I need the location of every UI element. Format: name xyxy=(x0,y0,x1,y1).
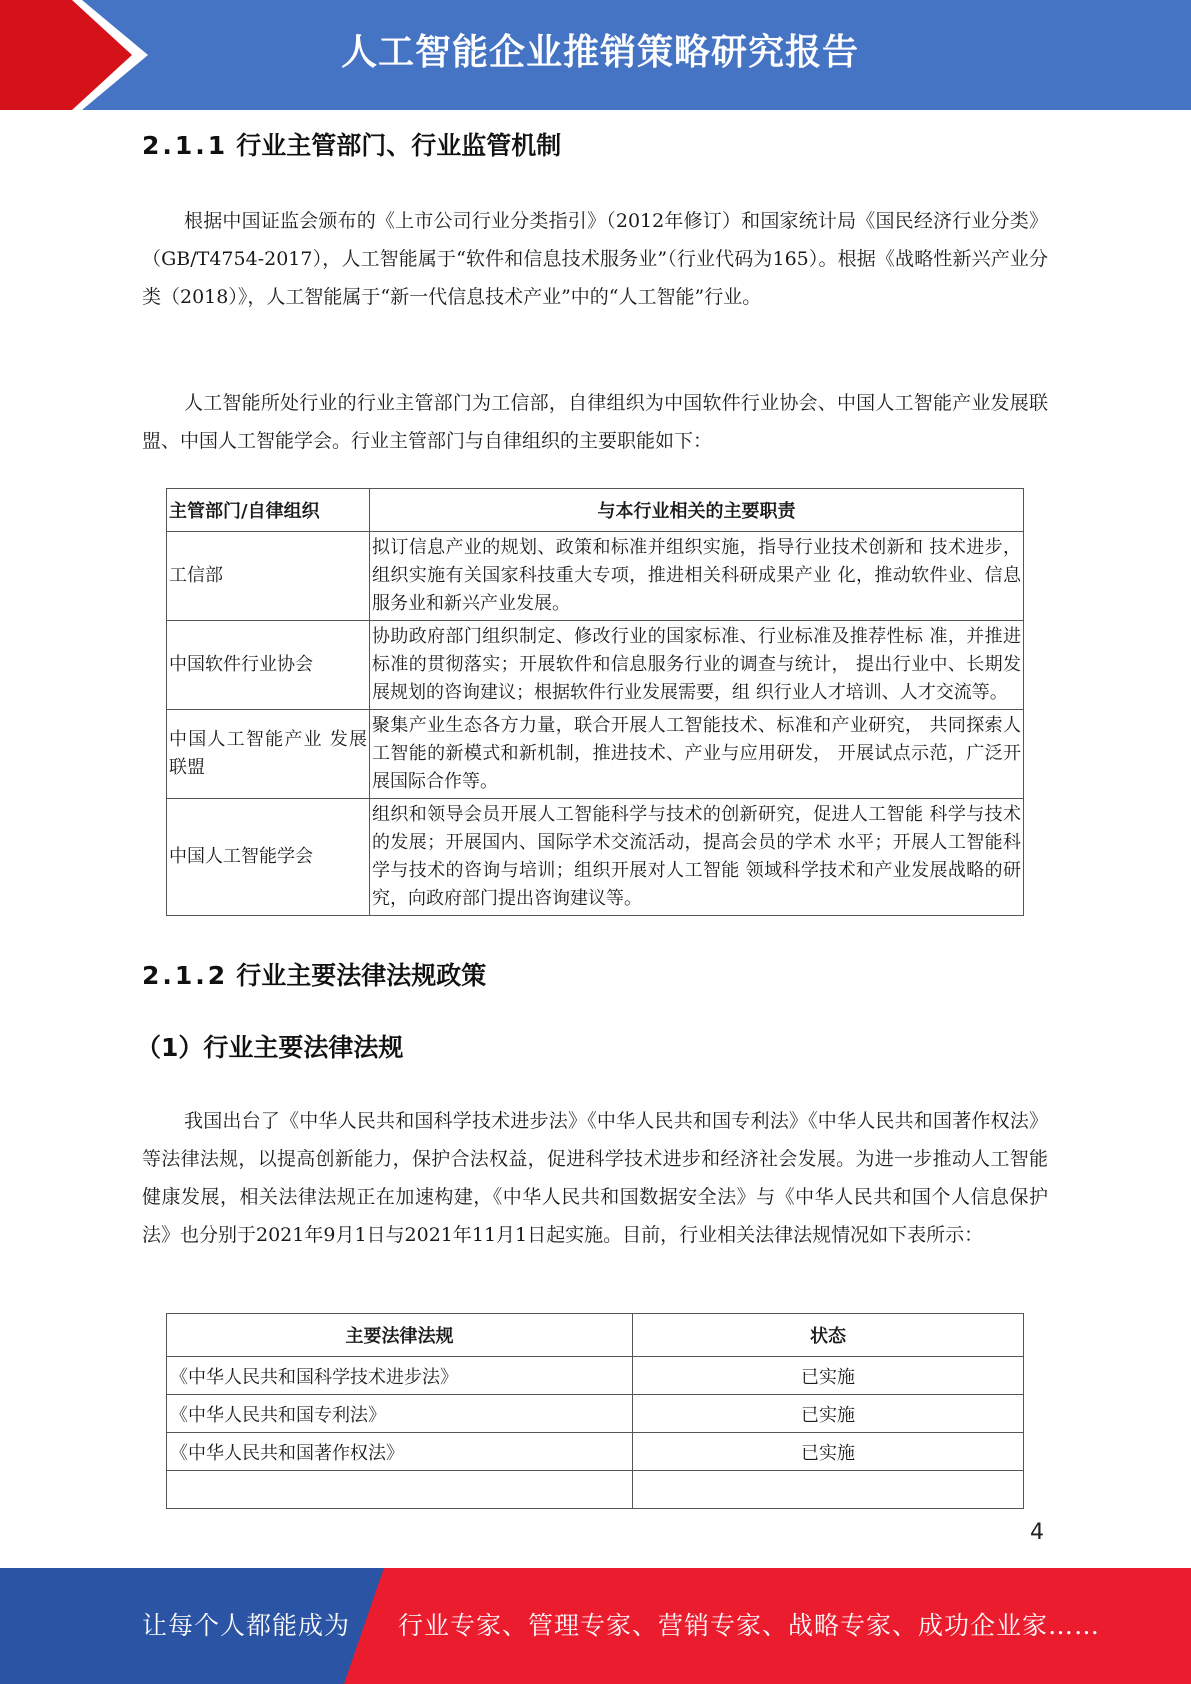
section-title: 行业主管部门、行业监管机制 xyxy=(236,131,562,160)
org-cell: 中国人工智能学会 xyxy=(167,799,370,916)
status-cell xyxy=(633,1471,1024,1509)
table-row xyxy=(167,799,1024,916)
table-header-row xyxy=(167,1314,1024,1357)
duty-cell: 协助政府部门组织制定、修改行业的国家标准、行业标准及推荐性标 准，并推进标准的贯彻落实；开展软件和信息服务行业的调查与统计， 提出行业中、长期发展规划的咨询建议；根据软件行业发展需要，组 织行业人才培训、人才交流等。 xyxy=(370,621,1024,710)
law-cell: 《中华人民共和国专利法》 xyxy=(167,1395,633,1433)
table-row xyxy=(167,532,1024,621)
header-red-chevron xyxy=(0,0,140,110)
section-title: 行业主要法律法规政策 xyxy=(236,961,487,990)
org-cell: 中国软件行业协会 xyxy=(167,621,370,710)
page-number: 4 xyxy=(1030,1520,1044,1545)
page-footer xyxy=(0,1568,1191,1684)
paragraph-laws: 我国出台了《中华人民共和国科学技术进步法》《中华人民共和国专利法》《中华人民共和国著作权法》等法律法规，以提高创新能力，保护合法权益，促进科学技术进步和经济社会发展。为进一步推动人工智能健康发展，相关法律法规正在加速构建，《中华人民共和国数据安全法》与《中华人民共和国个人信息保护法》也分别于2021年9月1日与2021年11月1日起实施。目前，行业相关法律法规情况如下表所示： xyxy=(142,1110,1048,1246)
page-header xyxy=(0,0,1191,110)
column-header-law: 主要法律法规 xyxy=(167,1314,633,1357)
org-cell: 工信部 xyxy=(167,532,370,621)
table-header-row xyxy=(167,489,1024,532)
law-cell xyxy=(167,1471,633,1509)
paragraph-classification: 根据中国证监会颁布的《上市公司行业分类指引》（2012年修订）和国家统计局《国民经济行业分类》（GB/T4754-2017），人工智能属于“软件和信息技术服务业”（行业代码为165）。根据《战略性新兴产业分类（2018）》，人工智能属于“新一代信息技术产业”中的“人工智能”行业。 xyxy=(142,210,1048,308)
law-cell: 《中华人民共和国科学技术进步法》 xyxy=(167,1357,633,1395)
section-number: 2.1.2 xyxy=(142,961,229,990)
column-header-status: 状态 xyxy=(633,1314,1024,1357)
law-cell: 《中华人民共和国著作权法》 xyxy=(167,1433,633,1471)
section-number: 2.1.1 xyxy=(142,131,229,160)
column-header-org: 主管部门/自律组织 xyxy=(167,489,370,532)
section-heading-2-1-1 xyxy=(142,126,561,162)
laws-table xyxy=(166,1313,1024,1509)
footer-slogan-right: 行业专家、管理专家、营销专家、战略专家、成功企业家…… xyxy=(398,1611,1101,1640)
table-row xyxy=(167,710,1024,799)
footer-slogan-left: 让每个人都能成为 xyxy=(142,1611,351,1640)
duty-cell: 组织和领导会员开展人工智能科学与技术的创新研究，促进人工智能 科学与技术的发展；开展国内、国际学术交流活动，提高会员的学术 水平；开展人工智能科学与技术的咨询与培训；组织开展对人工智能 领域科学技术和产业发展战略的研究，向政府部门提出咨询建议等。 xyxy=(370,799,1024,916)
section-heading-2-1-2 xyxy=(142,956,486,992)
table-row xyxy=(167,1433,1024,1471)
laws-table-container xyxy=(166,1313,1028,1591)
column-header-duty: 与本行业相关的主要职责 xyxy=(370,489,1024,532)
report-title: 人工智能企业推销策略研究报告 xyxy=(340,32,859,73)
table-row xyxy=(167,621,1024,710)
status-cell: 已实施 xyxy=(633,1433,1024,1471)
org-cell: 中国人工智能产业 发展联盟 xyxy=(167,710,370,799)
table-row xyxy=(167,1471,1024,1509)
status-cell: 已实施 xyxy=(633,1395,1024,1433)
duty-cell: 拟订信息产业的规划、政策和标准并组织实施，指导行业技术创新和 技术进步，组织实施有关国家科技重大专项，推进相关科研成果产业 化，推动软件业、信息服务业和新兴产业发展。 xyxy=(370,532,1024,621)
paragraph-regulators: 人工智能所处行业的行业主管部门为工信部，自律组织为中国软件行业协会、中国人工智能产业发展联盟、中国人工智能学会。行业主管部门与自律组织的主要职能如下： xyxy=(142,392,1048,452)
duty-cell: 聚集产业生态各方力量，联合开展人工智能技术、标准和产业研究， 共同探索人工智能的新模式和新机制，推进技术、产业与应用研发， 开展试点示范，广泛开展国际合作等。 xyxy=(370,710,1024,799)
regulator-duties-table xyxy=(166,488,1024,916)
table-row xyxy=(167,1395,1024,1433)
table-row xyxy=(167,1357,1024,1395)
status-cell: 已实施 xyxy=(633,1357,1024,1395)
subsection-heading-laws: （1）行业主要法律法规 xyxy=(136,1033,404,1062)
